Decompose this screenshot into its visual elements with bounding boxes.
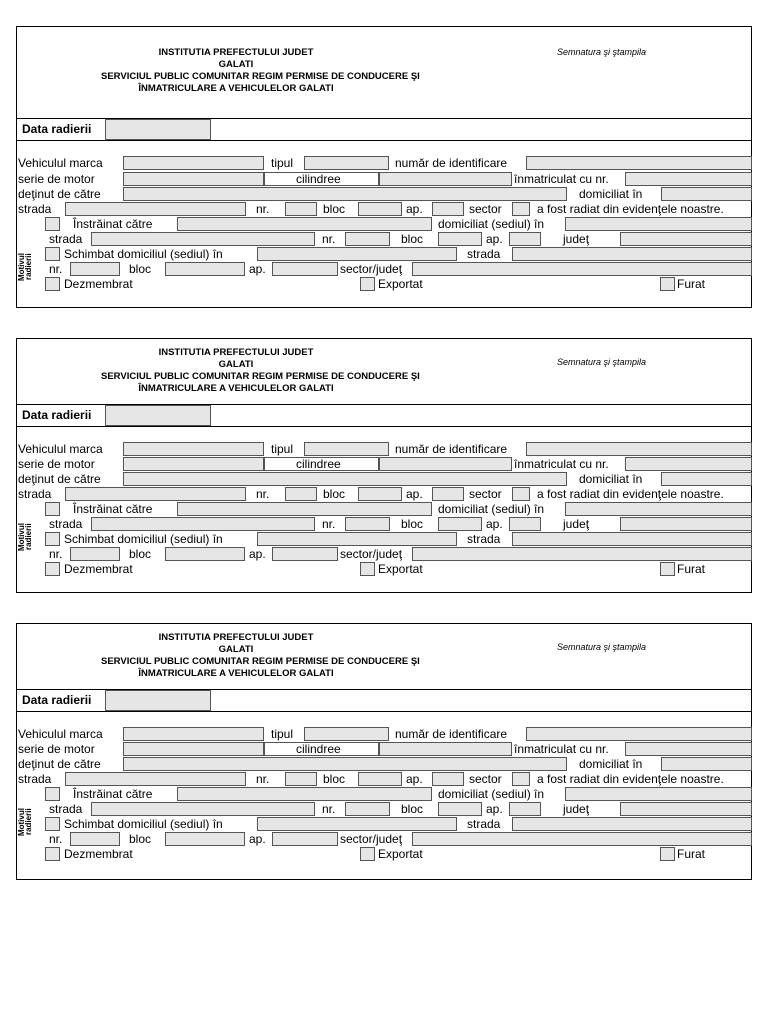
bloc-2-input[interactable] bbox=[438, 802, 482, 816]
sector-judet-label: sector/judeţ bbox=[340, 262, 403, 276]
numar-identificare-input[interactable] bbox=[526, 156, 752, 170]
ap-2-label: ap. bbox=[486, 517, 503, 531]
strada-input[interactable] bbox=[65, 202, 246, 216]
signature-label: Semnatura şi ştampila bbox=[557, 642, 647, 652]
header-line-4: ÎNMATRICULARE A VEHICULELOR GALATI bbox=[138, 83, 334, 94]
divider bbox=[17, 711, 751, 712]
strada-3-input[interactable] bbox=[512, 532, 752, 546]
bloc-2-label: bloc bbox=[401, 802, 424, 816]
dezmembrat-checkbox[interactable] bbox=[45, 277, 60, 291]
divider bbox=[17, 140, 751, 141]
strada-3-label: strada bbox=[467, 247, 501, 261]
numar-identificare-input[interactable] bbox=[526, 727, 752, 741]
nr-2-label: nr. bbox=[322, 232, 336, 246]
sector-input[interactable] bbox=[512, 202, 530, 216]
domiciliat-sediul-input[interactable] bbox=[565, 787, 752, 801]
numar-identificare-input[interactable] bbox=[526, 442, 752, 456]
domiciliat-sediul-label: domiciliat (sediul) în bbox=[438, 502, 545, 516]
judet-label: judeţ bbox=[563, 802, 590, 816]
numar-identificare-label: număr de identificare bbox=[395, 156, 508, 170]
sector-judet-label: sector/judeţ bbox=[340, 832, 403, 846]
bloc-3-label: bloc bbox=[129, 262, 152, 276]
detinut-input[interactable] bbox=[123, 472, 567, 486]
strada-input[interactable] bbox=[65, 772, 246, 786]
bloc-2-label: bloc bbox=[401, 517, 424, 531]
detinut-label: deţinut de către bbox=[18, 472, 101, 486]
nr-label: nr. bbox=[256, 202, 270, 216]
dezmembrat-label: Dezmembrat bbox=[64, 277, 133, 291]
cilindree-input[interactable] bbox=[379, 172, 512, 186]
sector-label: sector bbox=[469, 487, 502, 501]
bloc-2-label: bloc bbox=[401, 232, 424, 246]
numar-identificare-label: număr de identificare bbox=[395, 727, 508, 741]
furat-checkbox[interactable] bbox=[660, 562, 675, 576]
ap-3-input[interactable] bbox=[272, 547, 338, 561]
bloc-input[interactable] bbox=[358, 487, 402, 501]
furat-label: Furat bbox=[677, 562, 706, 576]
tipul-label: tipul bbox=[271, 727, 294, 741]
nr-2-input[interactable] bbox=[345, 802, 390, 816]
bloc-2-input[interactable] bbox=[438, 232, 482, 246]
ap-2-input[interactable] bbox=[509, 232, 541, 246]
dezmembrat-checkbox[interactable] bbox=[45, 562, 60, 576]
schimbat-label: Schimbat domiciliul (sediul) în bbox=[64, 817, 223, 831]
exportat-checkbox[interactable] bbox=[360, 562, 375, 576]
serie-motor-label: serie de motor bbox=[18, 742, 95, 756]
header-line-3: SERVICIUL PUBLIC COMUNITAR REGIM PERMISE DE CONDUCERE ŞI bbox=[101, 71, 420, 82]
strada-3-input[interactable] bbox=[512, 817, 752, 831]
ap-3-label: ap. bbox=[249, 547, 266, 561]
nr-3-input[interactable] bbox=[70, 262, 120, 276]
nr-label: nr. bbox=[256, 772, 270, 786]
header-line-1: INSTITUTIA PREFECTULUI JUDET bbox=[158, 347, 314, 358]
bloc-input[interactable] bbox=[358, 772, 402, 786]
domiciliat-sediul-label: domiciliat (sediul) în bbox=[438, 217, 545, 231]
tipul-label: tipul bbox=[271, 442, 294, 456]
schimbat-checkbox[interactable] bbox=[45, 817, 60, 831]
data-radierii-label: Data radierii bbox=[22, 693, 92, 707]
exportat-label: Exportat bbox=[378, 277, 423, 291]
judet-input[interactable] bbox=[620, 232, 752, 246]
schimbat-input[interactable] bbox=[257, 247, 457, 261]
schimbat-input[interactable] bbox=[257, 532, 457, 546]
nr-2-label: nr. bbox=[322, 517, 336, 531]
sector-judet-label: sector/judeţ bbox=[340, 547, 403, 561]
domiciliat-label: domiciliat în bbox=[579, 757, 643, 771]
ap-2-label: ap. bbox=[486, 802, 503, 816]
header-line-1: INSTITUTIA PREFECTULUI JUDET bbox=[158, 47, 314, 58]
judet-label: judeţ bbox=[563, 232, 590, 246]
furat-label: Furat bbox=[677, 277, 706, 291]
header-line-3: SERVICIUL PUBLIC COMUNITAR REGIM PERMISE DE CONDUCERE ŞI bbox=[101, 656, 420, 667]
nr-2-input[interactable] bbox=[345, 517, 390, 531]
radiat-label: a fost radiat din evidenţele noastre. bbox=[537, 772, 724, 786]
strada-2-input[interactable] bbox=[91, 517, 315, 531]
sector-judet-input[interactable] bbox=[412, 832, 752, 846]
inmatriculat-label: înmatriculat cu nr. bbox=[514, 172, 609, 186]
data-radierii-label: Data radierii bbox=[22, 408, 92, 422]
numar-identificare-label: număr de identificare bbox=[395, 442, 508, 456]
header-line-1: INSTITUTIA PREFECTULUI JUDET bbox=[158, 632, 314, 643]
strada-label: strada bbox=[18, 772, 52, 786]
cilindree-label: cilindree bbox=[296, 457, 341, 471]
bloc-3-input[interactable] bbox=[165, 262, 245, 276]
inmatriculat-label: înmatriculat cu nr. bbox=[514, 742, 609, 756]
bloc-3-input[interactable] bbox=[165, 832, 245, 846]
data-radierii-label: Data radierii bbox=[22, 122, 92, 136]
signature-label: Semnatura şi ştampila bbox=[557, 357, 647, 367]
exportat-label: Exportat bbox=[378, 847, 423, 861]
ap-3-input[interactable] bbox=[272, 262, 338, 276]
inmatriculat-input[interactable] bbox=[625, 457, 752, 471]
strada-3-label: strada bbox=[467, 817, 501, 831]
ap-input[interactable] bbox=[432, 772, 464, 786]
motivul-radierii-label bbox=[17, 232, 33, 302]
judet-label: judeţ bbox=[563, 517, 590, 531]
instrainat-label: Înstrăinat către bbox=[73, 502, 153, 516]
nr-3-label: nr. bbox=[49, 832, 63, 846]
domiciliat-sediul-input[interactable] bbox=[565, 502, 752, 516]
tipul-input[interactable] bbox=[304, 156, 389, 170]
schimbat-checkbox[interactable] bbox=[45, 247, 60, 261]
ap-label: ap. bbox=[406, 202, 423, 216]
serie-motor-input[interactable] bbox=[123, 742, 264, 756]
signature-label: Semnatura şi ştampila bbox=[557, 47, 647, 57]
dezmembrat-label: Dezmembrat bbox=[64, 562, 133, 576]
strada-2-label: strada bbox=[49, 232, 83, 246]
domiciliat-input[interactable] bbox=[661, 757, 752, 771]
exportat-checkbox[interactable] bbox=[360, 847, 375, 861]
radiere-form-3 bbox=[16, 623, 752, 880]
bloc-3-label: bloc bbox=[129, 547, 152, 561]
sector-label: sector bbox=[469, 202, 502, 216]
motiv-word-2: radierii bbox=[24, 523, 33, 551]
nr-3-input[interactable] bbox=[70, 832, 120, 846]
ap-3-label: ap. bbox=[249, 262, 266, 276]
tipul-input[interactable] bbox=[304, 727, 389, 741]
data-radierii-input[interactable] bbox=[105, 405, 211, 426]
vehiculul-marca-label: Vehiculul marca bbox=[18, 727, 103, 741]
motiv-word-1: Motivul bbox=[17, 253, 26, 281]
exportat-label: Exportat bbox=[378, 562, 423, 576]
nr-3-label: nr. bbox=[49, 262, 63, 276]
sector-judet-input[interactable] bbox=[412, 262, 752, 276]
instrainat-checkbox[interactable] bbox=[45, 502, 60, 516]
motiv-word-2: radierii bbox=[24, 253, 33, 281]
inmatriculat-input[interactable] bbox=[625, 742, 752, 756]
schimbat-label: Schimbat domiciliul (sediul) în bbox=[64, 247, 223, 261]
marca-input[interactable] bbox=[123, 156, 264, 170]
marca-input[interactable] bbox=[123, 727, 264, 741]
marca-input[interactable] bbox=[123, 442, 264, 456]
serie-motor-input[interactable] bbox=[123, 457, 264, 471]
inmatriculat-input[interactable] bbox=[625, 172, 752, 186]
domiciliat-label: domiciliat în bbox=[579, 472, 643, 486]
bloc-label: bloc bbox=[323, 202, 346, 216]
instrainat-input[interactable] bbox=[177, 217, 432, 231]
bloc-input[interactable] bbox=[358, 202, 402, 216]
header-line-2: GALATI bbox=[218, 359, 254, 370]
domiciliat-label: domiciliat în bbox=[579, 187, 643, 201]
ap-label: ap. bbox=[406, 772, 423, 786]
header-line-4: ÎNMATRICULARE A VEHICULELOR GALATI bbox=[138, 668, 334, 679]
sector-input[interactable] bbox=[512, 487, 530, 501]
furat-checkbox[interactable] bbox=[660, 847, 675, 861]
ap-2-input[interactable] bbox=[509, 802, 541, 816]
schimbat-input[interactable] bbox=[257, 817, 457, 831]
strada-2-input[interactable] bbox=[91, 232, 315, 246]
ap-input[interactable] bbox=[432, 202, 464, 216]
ap-3-input[interactable] bbox=[272, 832, 338, 846]
exportat-checkbox[interactable] bbox=[360, 277, 375, 291]
header-line-2: GALATI bbox=[218, 644, 254, 655]
ap-2-label: ap. bbox=[486, 232, 503, 246]
radiat-label: a fost radiat din evidenţele noastre. bbox=[537, 487, 724, 501]
strada-input[interactable] bbox=[65, 487, 246, 501]
motivul-radierii-label bbox=[17, 787, 33, 857]
sector-judet-input[interactable] bbox=[412, 547, 752, 561]
nr-input[interactable] bbox=[285, 772, 317, 786]
sector-label: sector bbox=[469, 772, 502, 786]
cilindree-label: cilindree bbox=[296, 742, 341, 756]
nr-3-input[interactable] bbox=[70, 547, 120, 561]
bloc-3-label: bloc bbox=[129, 832, 152, 846]
ap-2-input[interactable] bbox=[509, 517, 541, 531]
judet-input[interactable] bbox=[620, 802, 752, 816]
dezmembrat-label: Dezmembrat bbox=[64, 847, 133, 861]
schimbat-checkbox[interactable] bbox=[45, 532, 60, 546]
motiv-word-2: radierii bbox=[24, 808, 33, 836]
detinut-label: deţinut de către bbox=[18, 187, 101, 201]
bloc-label: bloc bbox=[323, 772, 346, 786]
header-line-3: SERVICIUL PUBLIC COMUNITAR REGIM PERMISE DE CONDUCERE ŞI bbox=[101, 371, 420, 382]
furat-label: Furat bbox=[677, 847, 706, 861]
domiciliat-input[interactable] bbox=[661, 472, 752, 486]
instrainat-input[interactable] bbox=[177, 502, 432, 516]
detinut-input[interactable] bbox=[123, 757, 567, 771]
detinut-label: deţinut de către bbox=[18, 757, 101, 771]
vehiculul-marca-label: Vehiculul marca bbox=[18, 156, 103, 170]
data-radierii-input[interactable] bbox=[105, 119, 211, 140]
inmatriculat-label: înmatriculat cu nr. bbox=[514, 457, 609, 471]
radiere-form-1 bbox=[16, 26, 752, 308]
domiciliat-sediul-label: domiciliat (sediul) în bbox=[438, 787, 545, 801]
vehiculul-marca-label: Vehiculul marca bbox=[18, 442, 103, 456]
instrainat-checkbox[interactable] bbox=[45, 787, 60, 801]
divider bbox=[17, 426, 751, 427]
ap-input[interactable] bbox=[432, 487, 464, 501]
bloc-3-input[interactable] bbox=[165, 547, 245, 561]
instrainat-checkbox[interactable] bbox=[45, 217, 60, 231]
header-line-4: ÎNMATRICULARE A VEHICULELOR GALATI bbox=[138, 383, 334, 394]
cilindree-label: cilindree bbox=[296, 172, 341, 186]
domiciliat-input[interactable] bbox=[661, 187, 752, 201]
detinut-input[interactable] bbox=[123, 187, 567, 201]
bloc-label: bloc bbox=[323, 487, 346, 501]
serie-motor-label: serie de motor bbox=[18, 172, 95, 186]
furat-checkbox[interactable] bbox=[660, 277, 675, 291]
strada-2-input[interactable] bbox=[91, 802, 315, 816]
tipul-input[interactable] bbox=[304, 442, 389, 456]
sector-input[interactable] bbox=[512, 772, 530, 786]
nr-label: nr. bbox=[256, 487, 270, 501]
serie-motor-label: serie de motor bbox=[18, 457, 95, 471]
nr-3-label: nr. bbox=[49, 547, 63, 561]
strada-3-label: strada bbox=[467, 532, 501, 546]
data-radierii-input[interactable] bbox=[105, 690, 211, 711]
instrainat-label: Înstrăinat către bbox=[73, 787, 153, 801]
instrainat-label: Înstrăinat către bbox=[73, 217, 153, 231]
judet-input[interactable] bbox=[620, 517, 752, 531]
radiere-form-2 bbox=[16, 338, 752, 593]
tipul-label: tipul bbox=[271, 156, 294, 170]
motivul-radierii-label bbox=[17, 502, 33, 572]
nr-2-label: nr. bbox=[322, 802, 336, 816]
radiat-label: a fost radiat din evidenţele noastre. bbox=[537, 202, 724, 216]
strada-label: strada bbox=[18, 202, 52, 216]
cilindree-input[interactable] bbox=[379, 742, 512, 756]
motiv-word-1: Motivul bbox=[17, 523, 26, 551]
bloc-2-input[interactable] bbox=[438, 517, 482, 531]
header-line-2: GALATI bbox=[218, 59, 254, 70]
strada-2-label: strada bbox=[49, 517, 83, 531]
nr-input[interactable] bbox=[285, 202, 317, 216]
ap-3-label: ap. bbox=[249, 832, 266, 846]
nr-input[interactable] bbox=[285, 487, 317, 501]
domiciliat-sediul-input[interactable] bbox=[565, 217, 752, 231]
strada-label: strada bbox=[18, 487, 52, 501]
nr-2-input[interactable] bbox=[345, 232, 390, 246]
strada-2-label: strada bbox=[49, 802, 83, 816]
motiv-word-1: Motivul bbox=[17, 808, 26, 836]
strada-3-input[interactable] bbox=[512, 247, 752, 261]
schimbat-label: Schimbat domiciliul (sediul) în bbox=[64, 532, 223, 546]
dezmembrat-checkbox[interactable] bbox=[45, 847, 60, 861]
serie-motor-input[interactable] bbox=[123, 172, 264, 186]
cilindree-input[interactable] bbox=[379, 457, 512, 471]
ap-label: ap. bbox=[406, 487, 423, 501]
instrainat-input[interactable] bbox=[177, 787, 432, 801]
